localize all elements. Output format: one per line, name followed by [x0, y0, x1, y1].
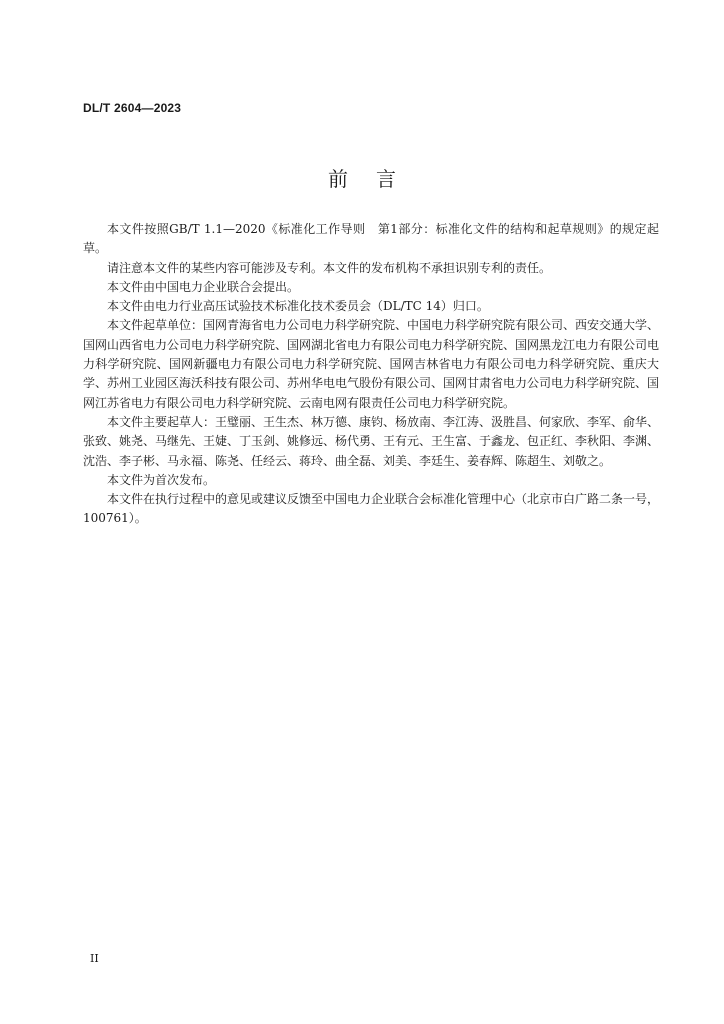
paragraph-technical-committee: 本文件由电力行业高压试验技术标准化技术委员会（DL/TC 14）归口。 — [107, 299, 489, 314]
paragraph-feedback-contact: 本文件在执行过程中的意见或建议反馈至中国电力企业联合会标准化管理中心（北京市白广路二条一号，100761）。 — [83, 492, 660, 526]
foreword-body — [83, 220, 659, 529]
page-title: 前言 — [328, 167, 424, 191]
paragraph-main-drafters: 本文件主要起草人：王璧丽、王生杰、林万德、康钧、杨放南、李江涛、汲胜昌、何家欣、李军、俞华、张致、姚尧、马继先、王婕、丁玉剑、姚修远、杨代勇、王有元、王生富、于鑫龙、包正红、李秋阳、李渊、沈浩、李子彬、马永福、陈尧、任经云、蒋玲、曲全磊、刘美、李廷生、姜春辉、陈超生、刘敬之。 — [83, 414, 660, 468]
paragraph-first-release: 本文件为首次发布。 — [107, 472, 216, 487]
paragraph-proposer: 本文件由中国电力企业联合会提出。 — [107, 279, 300, 294]
paragraph-patent-notice: 请注意本文件的某些内容可能涉及专利。本文件的发布机构不承担识别专利的责任。 — [107, 260, 552, 275]
paragraph-drafting-units: 本文件起草单位：国网青海省电力公司电力科学研究院、中国电力科学研究院有限公司、西安交通大学、国网山西省电力公司电力科学研究院、国网湖北省电力有限公司电力科学研究院、国网黑龙江电力有限公司电力科学研究院、国网新疆电力有限公司电力科学研究院、国网吉林省电力有限公司电力科学研究院、重庆大学、苏州工业园区海沃科技有限公司、苏州华电电气股份有限公司、国网甘肃省电力公司电力科学研究院、国网江苏省电力有限公司电力科学研究院、云南电网有限责任公司电力科学研究院。 — [83, 318, 660, 410]
document-code: DL/T 2604—2023 — [83, 101, 182, 115]
page-number: II — [90, 952, 99, 965]
paragraph-drafting-rules: 本文件按照GB/T 1.1—2020《标准化工作导则 第1部分：标准化文件的结构和起草规则》的规定起草。 — [83, 222, 659, 256]
